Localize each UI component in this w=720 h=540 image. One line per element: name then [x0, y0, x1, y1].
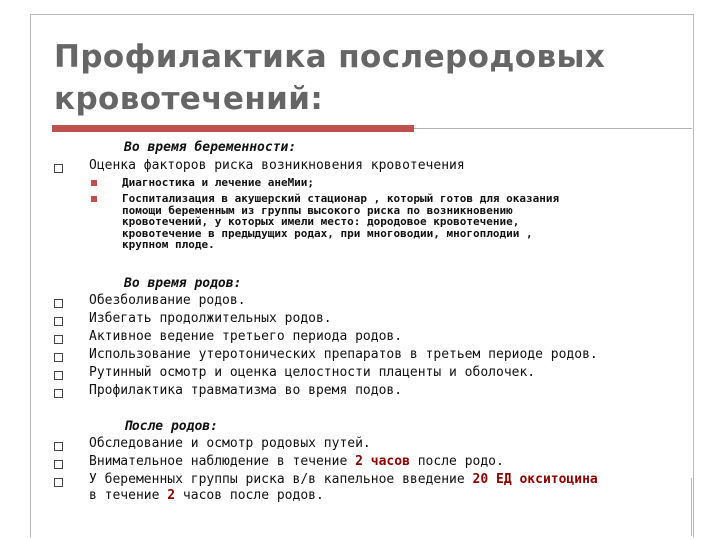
checkbox-bullet	[54, 389, 63, 398]
item-uterotonics: Использование утеротонических препаратов в третьем периоде родов.	[89, 347, 598, 362]
item-observation	[89, 454, 504, 469]
title-line-1: Профилактика послеродовых	[54, 39, 606, 75]
sub-item-hospitalization	[122, 193, 682, 251]
text: после родо.	[409, 454, 504, 469]
emphasis-oxytocin: 20 ЕД окситоцина	[472, 472, 598, 487]
item-trauma-prevention: Профилактика травматизма во время подов.	[89, 383, 403, 398]
checkbox-bullet	[54, 164, 63, 173]
sub-item-anemia: Диагностика и лечение анеМии;	[122, 176, 315, 189]
square-bullet	[91, 180, 97, 186]
text: У беременных группы риска в/в капельное введение	[89, 472, 473, 487]
checkbox-bullet	[54, 478, 63, 487]
text: Внимательное наблюдение в течение	[89, 454, 356, 469]
item-oxytocin	[89, 472, 598, 487]
item-oxytocin-line2	[89, 488, 324, 503]
checkbox-bullet	[54, 335, 63, 344]
heading-pregnancy: Во время беременности:	[124, 140, 297, 155]
text: в течение	[89, 488, 168, 503]
emphasis-hours: 2 часов	[355, 454, 410, 469]
checkbox-bullet	[54, 317, 63, 326]
checkbox-bullet	[54, 460, 63, 469]
heading-labor: Во время родов:	[124, 276, 242, 291]
emphasis-two: 2	[167, 488, 176, 503]
heading-postpartum: После родов:	[124, 419, 218, 434]
item-active-management: Активное ведение третьего периода родов.	[89, 329, 403, 344]
item-labor-anesthesia: Обезболивание родов.	[89, 293, 246, 308]
square-bullet	[91, 196, 97, 202]
checkbox-bullet	[54, 371, 63, 380]
slide-title	[54, 36, 694, 120]
title-underline-thin	[414, 128, 692, 129]
sub-line: помощи беременным из группы высокого риска по возникновению	[122, 203, 513, 217]
item-risk-assessment: Оценка факторов риска возникновения кровотечения	[89, 158, 465, 173]
sub-line: крупном плоде.	[122, 238, 215, 252]
checkbox-bullet	[54, 442, 63, 451]
sub-line: кровотечений, у которых имели место: дородовое кровотечение,	[122, 215, 520, 229]
item-placenta-check: Рутинный осмотр и оценка целостности плаценты и оболочек.	[89, 365, 536, 380]
item-avoid-prolonged: Избегать продолжительных родов.	[89, 311, 332, 326]
sub-line: кровотечение в предыдущих родах, при многоводии, многоплодии ,	[122, 226, 533, 240]
title-line-2: кровотечений:	[54, 81, 324, 117]
item-examination: Обследование и осмотр родовых путей.	[89, 436, 371, 451]
text: часов после родов.	[175, 488, 324, 503]
checkbox-bullet	[54, 299, 63, 308]
checkbox-bullet	[54, 353, 63, 362]
title-underline-accent	[52, 125, 414, 132]
sub-line: Госпитализация в акушерский стационар , который готов для оказания	[122, 192, 560, 205]
frame-edge	[691, 478, 692, 536]
